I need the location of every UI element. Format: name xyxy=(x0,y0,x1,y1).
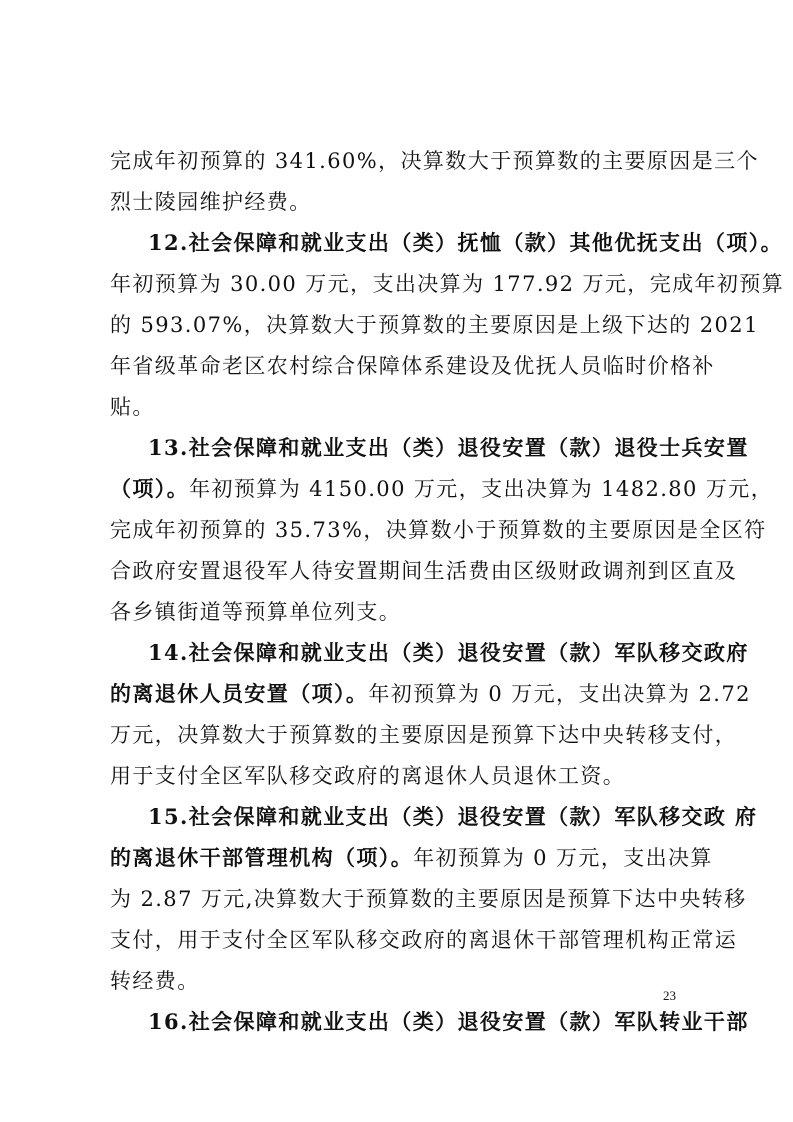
regular-text: 支付，用于支付全区军队移交政府的离退休干部管理机构正常运 xyxy=(110,928,738,952)
bold-text: 的离退休人员安置（项）。 xyxy=(110,681,369,706)
body-line xyxy=(110,925,738,955)
bold-text: （项）。 xyxy=(110,476,190,501)
section-heading: 14.社会保障和就业支出（类）退役安置（款）军队移交政府 xyxy=(148,640,749,665)
regular-text: 年初预算为 4150.00 万元，支出决算为 1482.80 万元， xyxy=(189,477,774,501)
section-heading: 13.社会保障和就业支出（类）退役安置（款）退役士兵安置 xyxy=(148,435,749,460)
body-line xyxy=(110,310,759,340)
body-line xyxy=(110,966,695,996)
body-line xyxy=(110,187,695,217)
section-heading-line xyxy=(148,1007,749,1037)
body-line xyxy=(110,392,695,422)
regular-text: 转经费。 xyxy=(110,969,200,993)
regular-text: 用于支付全区军队移交政府的离退休人员退休工资。 xyxy=(110,764,626,788)
body-line xyxy=(110,146,759,176)
body-line xyxy=(110,884,747,914)
body-line xyxy=(110,269,785,299)
section-heading: 15.社会保障和就业支出（类）退役安置（款）军队移交政 府 xyxy=(148,804,758,829)
bold-text: 的离退休干部管理机构（项）。 xyxy=(110,845,414,870)
regular-text: 贴。 xyxy=(110,395,155,419)
regular-text: 各乡镇街道等预算单位列支。 xyxy=(110,600,402,624)
body-line xyxy=(110,351,715,381)
regular-text: 完成年初预算的 341.60%，决算数大于预算数的主要原因是三个 xyxy=(110,149,759,173)
regular-text: 合政府安置退役军人待安置期间生活费由区级财政调剂到区直及 xyxy=(110,559,738,583)
body-line xyxy=(110,720,738,750)
regular-text: 烈士陵园维护经费。 xyxy=(110,190,312,214)
body-line xyxy=(110,761,695,791)
section-heading: 16.社会保障和就业支出（类）退役安置（款）军队转业干部 xyxy=(148,1009,749,1034)
regular-text: 年初预算为 30.00 万元，支出决算为 177.92 万元，完成年初预算 xyxy=(110,272,785,296)
body-line xyxy=(110,515,767,545)
body-line xyxy=(110,679,751,709)
section-heading-line xyxy=(148,433,749,463)
regular-text: 万元，决算数大于预算数的主要原因是预算下达中央转移支付， xyxy=(110,723,738,747)
regular-text: 为 2.87 万元,决算数大于预算数的主要原因是预算下达中央转移 xyxy=(110,887,747,911)
regular-text: 完成年初预算的 35.73%，决算数小于预算数的主要原因是全区符 xyxy=(110,518,767,542)
body-line xyxy=(110,556,738,586)
section-heading-line xyxy=(148,638,749,668)
regular-text: 年初预算为 0 万元，支出决算 xyxy=(413,846,713,870)
body-line xyxy=(110,597,695,627)
page-number: 23 xyxy=(663,988,676,1003)
section-heading-line xyxy=(148,228,784,258)
regular-text: 年初预算为 0 万元，支出决算为 2.72 xyxy=(368,682,751,706)
body-line xyxy=(110,474,774,504)
regular-text: 的 593.07%，决算数大于预算数的主要原因是上级下达的 2021 xyxy=(110,313,759,337)
section-heading-line xyxy=(148,802,758,832)
section-heading: 12.社会保障和就业支出（类）抚恤（款）其他优抚支出（项）。 xyxy=(148,230,784,255)
regular-text: 年省级革命老区农村综合保障体系建设及优抚人员临时价格补 xyxy=(110,354,715,378)
body-line xyxy=(110,843,713,873)
